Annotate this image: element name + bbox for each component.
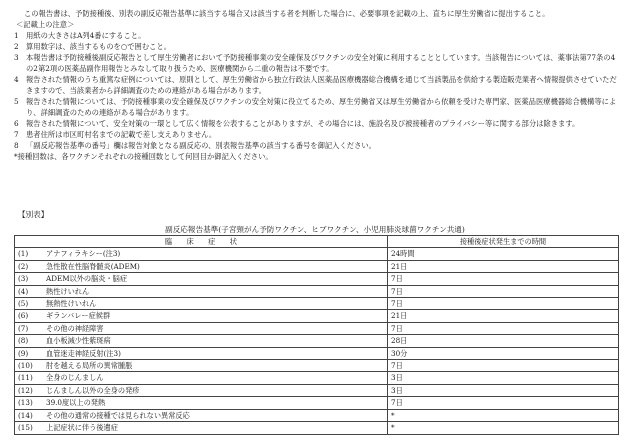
row-number: (15): [18, 423, 33, 433]
row-number: (13): [18, 398, 33, 408]
row-number: (1): [18, 249, 29, 259]
onset-time-cell: 24時間: [388, 248, 619, 260]
table-row: [15, 248, 619, 260]
onset-time-cell: 21日: [388, 260, 619, 272]
row-number: (11): [18, 373, 33, 383]
symptom-cell: [15, 422, 388, 434]
symptom-text: 全身のじんましん: [46, 373, 104, 383]
onset-time-cell: 7日: [388, 397, 619, 409]
note-text: 患者住所は市区町村名までの記載で差し支えありません。: [26, 130, 217, 139]
symptom-text: その他の神経障害: [46, 323, 104, 333]
note-number: 6: [14, 119, 19, 128]
note-number: 2: [14, 42, 19, 51]
onset-time-cell: 7日: [388, 273, 619, 285]
symptom-text: 熱性けいれん: [46, 286, 90, 296]
table-row: [15, 422, 619, 434]
note-item: [14, 118, 620, 129]
note-text: 用紙の大きさはA列4番にすること。: [26, 31, 146, 40]
symptom-text: アナフィラキシー(注3): [46, 249, 121, 259]
row-number: (5): [18, 299, 29, 309]
note-number: 5: [14, 97, 19, 106]
symptom-text: その他の通常の接種では見られない異常反応: [46, 410, 190, 420]
symptom-cell: [15, 384, 388, 396]
note-text: 報告された情報について、安全対策の一環として広く情報を公表することがありますが、その場合には、施設名及び被接種者のプライバシー等に関する部分は除きます。: [26, 119, 580, 128]
header-symptom: 臨 床 症 状: [15, 236, 388, 248]
header-time: 接種後症状発生までの時間: [388, 236, 619, 248]
note-item: [14, 41, 620, 52]
row-number: (8): [18, 336, 29, 346]
symptom-text: 血小板減少性紫斑病: [46, 336, 111, 346]
table-row: [15, 384, 619, 396]
note-number: 3: [14, 53, 19, 62]
symptom-cell: [15, 409, 388, 421]
onset-time-cell: 3日: [388, 384, 619, 396]
notes-heading: ＜記載上の注意＞: [16, 20, 75, 29]
intro-paragraph: この報告書は、予防接種後、別表の副反応報告基準に該当する場合又は該当する者を判断した場合に、必要事項を記載の上、直ちに厚生労働省に提出すること。: [24, 9, 550, 18]
symptom-text: 39.0度以上の発熱: [46, 398, 106, 408]
onset-time-cell: 28日: [388, 335, 619, 347]
table-row: [15, 285, 619, 297]
row-number: (3): [18, 274, 29, 284]
symptom-text: 急性散在性脳脊髄炎(ADEM): [46, 261, 140, 271]
row-number: (2): [18, 261, 29, 271]
onset-time-cell: 30分: [388, 347, 619, 359]
table-row: [15, 260, 619, 272]
note-item: [14, 30, 620, 41]
onset-time-cell: *: [388, 409, 619, 421]
note-item: [14, 140, 620, 151]
note-item: [14, 74, 620, 96]
row-number: (4): [18, 286, 29, 296]
reporting-criteria-table: [14, 235, 619, 435]
symptom-cell: [15, 260, 388, 272]
symptom-text: 肘を越える局所の異常腫脹: [46, 361, 133, 371]
symptom-text: じんましん以外の全身の発疹: [46, 385, 140, 395]
table-row: [15, 347, 619, 359]
row-number: (6): [18, 311, 29, 321]
onset-time-cell: 21日: [388, 310, 619, 322]
note-number: 8: [14, 141, 19, 150]
onset-time-cell: 7日: [388, 285, 619, 297]
note-text: 本報告書は予防接種後副反応報告として厚生労働者において予防接種事業の安全確保及びワクチンの安全対策に利用することとしています。当該報告については、薬事法第77条の4の2第2項の医薬品副作用報告とみなして取り扱うため、医療機関から二重の報告は不要です。: [26, 53, 616, 73]
note-item: [14, 96, 620, 118]
symptom-text: ギランバレー症候群: [46, 311, 111, 321]
symptom-cell: [15, 310, 388, 322]
table-row: [15, 273, 619, 285]
row-number: (7): [18, 323, 29, 333]
symptom-cell: [15, 347, 388, 359]
symptom-text: ADEM以外の脳炎・脳症: [46, 274, 128, 284]
row-number: (10): [18, 361, 33, 371]
note-item: [14, 52, 620, 74]
symptom-cell: [15, 360, 388, 372]
section-label: 【別表】: [18, 210, 49, 219]
table-row: [15, 335, 619, 347]
symptom-cell: [15, 285, 388, 297]
symptom-text: 上記症状に伴う後遺症: [46, 423, 118, 433]
onset-time-cell: *: [388, 422, 619, 434]
table-row: [15, 298, 619, 310]
note-number: 1: [14, 31, 19, 40]
note-text: 報告された情報のうち重篤な症例については、原則として、厚生労働省から独立行政法人医薬品医療機器総合機構を通じて当該製品を供給する製造販売業者へ情報提供させていただきますので、当該業者から詳細調査のための連絡がある場合があります。: [26, 75, 617, 95]
row-number: (9): [18, 348, 29, 358]
symptom-text: 血管迷走神経反射(注3): [46, 348, 121, 358]
onset-time-cell: 3日: [388, 372, 619, 384]
table-row: [15, 322, 619, 334]
table-row: [15, 372, 619, 384]
table-caption: 副反応報告基準(子宮頸がん予防ワクチン、ヒブワクチン、小児用肺炎球菌ワクチン共通): [165, 225, 465, 234]
row-number: (12): [18, 385, 33, 395]
symptom-text: 無熱性けいれん: [46, 299, 97, 309]
note-item: [14, 129, 620, 140]
note-text: 算用数字は、該当するものを○で囲むこと。: [26, 42, 172, 51]
onset-time-cell: 7日: [388, 360, 619, 372]
symptom-cell: [15, 248, 388, 260]
symptom-cell: [15, 298, 388, 310]
row-number: (14): [18, 410, 33, 420]
symptom-cell: [15, 335, 388, 347]
note-number: 4: [14, 75, 19, 84]
onset-time-cell: 7日: [388, 298, 619, 310]
table-row: [15, 360, 619, 372]
symptom-cell: [15, 322, 388, 334]
footnote: *接種回数は、各ワクチンそれぞれの接種回数として何回目か御記入ください。: [14, 152, 273, 161]
table-header-row: [15, 236, 619, 248]
symptom-cell: [15, 273, 388, 285]
report-instructions: [14, 8, 620, 162]
note-text: 「副反応報告基準の番号」欄は報告対象となる副反応の、別表報告基準の該当する番号を御記入ください。: [26, 141, 376, 150]
symptom-cell: [15, 372, 388, 384]
note-text: 報告された情報については、予防接種事業の安全確保及びワクチンの安全対策に役立てるため、厚生労働省又は厚生労働省から依頼を受けた専門家、医薬品医療機器総合機構等により、詳細調査のための連絡がある場合があります。: [26, 97, 617, 117]
table-row: [15, 409, 619, 421]
table-row: [15, 397, 619, 409]
onset-time-cell: 7日: [388, 322, 619, 334]
symptom-cell: [15, 397, 388, 409]
note-number: 7: [14, 130, 19, 139]
table-row: [15, 310, 619, 322]
table-body: [15, 248, 619, 434]
notes-list: [14, 30, 620, 151]
